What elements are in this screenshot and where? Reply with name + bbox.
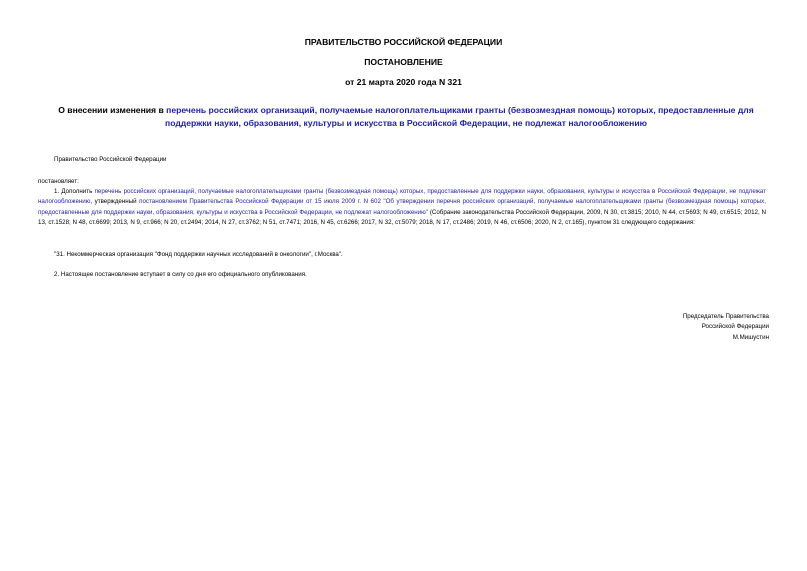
item-1-list-link[interactable]: перечень российских организаций, получаемые налогоплательщиками гранты (безвозмездная помощь) которых, предоставленные для поддержки науки, образования, культуры и искусства в Российской Федерации, не подлежат налогообложению (38, 188, 766, 206)
government-header: ПРАВИТЕЛЬСТВО РОССИЙСКОЙ ФЕДЕРАЦИИ (304, 37, 503, 47)
document-title (36, 104, 776, 129)
item-1-suffix: (Собрание законодательства Российской Федерации, 2009, N 30, ст.3815; 2010, N 44, ст.5693; N 49, ст.6515; 2012, N 13, ст.1528; N 48, ст.6699; 2013, N 9, ст.966; N 20, ст.2494; 2014, N 27, ст.3762; N 51, ст.7471; 2016, N 45, ст.6266; 2017, N 32, ст.5079; 2018, N 17, ст.2486; 2019, N 46, ст.6506; 2020, N 2, ст.165), пунктом 31 следующего содержания: (38, 208, 766, 226)
document-date-number: от 21 марта 2020 года N 321 (345, 77, 462, 87)
item-31-text: "31. Некоммерческая организация "Фонд поддержки научных исследований в онкологии", г.Москва". (54, 251, 343, 258)
title-link[interactable]: перечень российских организаций, получаемые налогоплательщиками гранты (безвозмездная помощь) которых, предоставленные для поддержки науки, образования, культуры и искусства в Российской Федерации, не подлежат налогообложению (165, 105, 754, 128)
item-1-paragraph (38, 187, 766, 228)
title-prefix: О внесении изменения в (58, 105, 167, 115)
signature-name: М.Мишустин (732, 333, 769, 341)
item-1-decree-link[interactable]: постановлением Правительства Российской Федерации от 15 июля 2009 г. N 602 "Об утверждении перечня российских организаций, получаемые налогоплательщиками гранты (безвозмездная помощь) которых, предоставленные для поддержки науки, образования, культуры и искусства в Российской Федерации, не подлежат налогообложению" (38, 198, 766, 216)
preamble-text: Правительство Российской Федерации (54, 156, 167, 163)
signature-block (683, 312, 769, 343)
decides-text: постановляет: (38, 178, 79, 185)
document-type: ПОСТАНОВЛЕНИЕ (364, 57, 443, 67)
item-2-text: 2. Настоящее постановление вступает в силу со дня его официального опубликования. (54, 271, 307, 278)
signature-position: Председатель Правительства (682, 313, 769, 320)
item-1-prefix: 1. Дополнить (54, 188, 95, 195)
item-1-middle: , утвержденный (90, 198, 140, 206)
signature-organization: Российской Федерации (701, 323, 769, 331)
